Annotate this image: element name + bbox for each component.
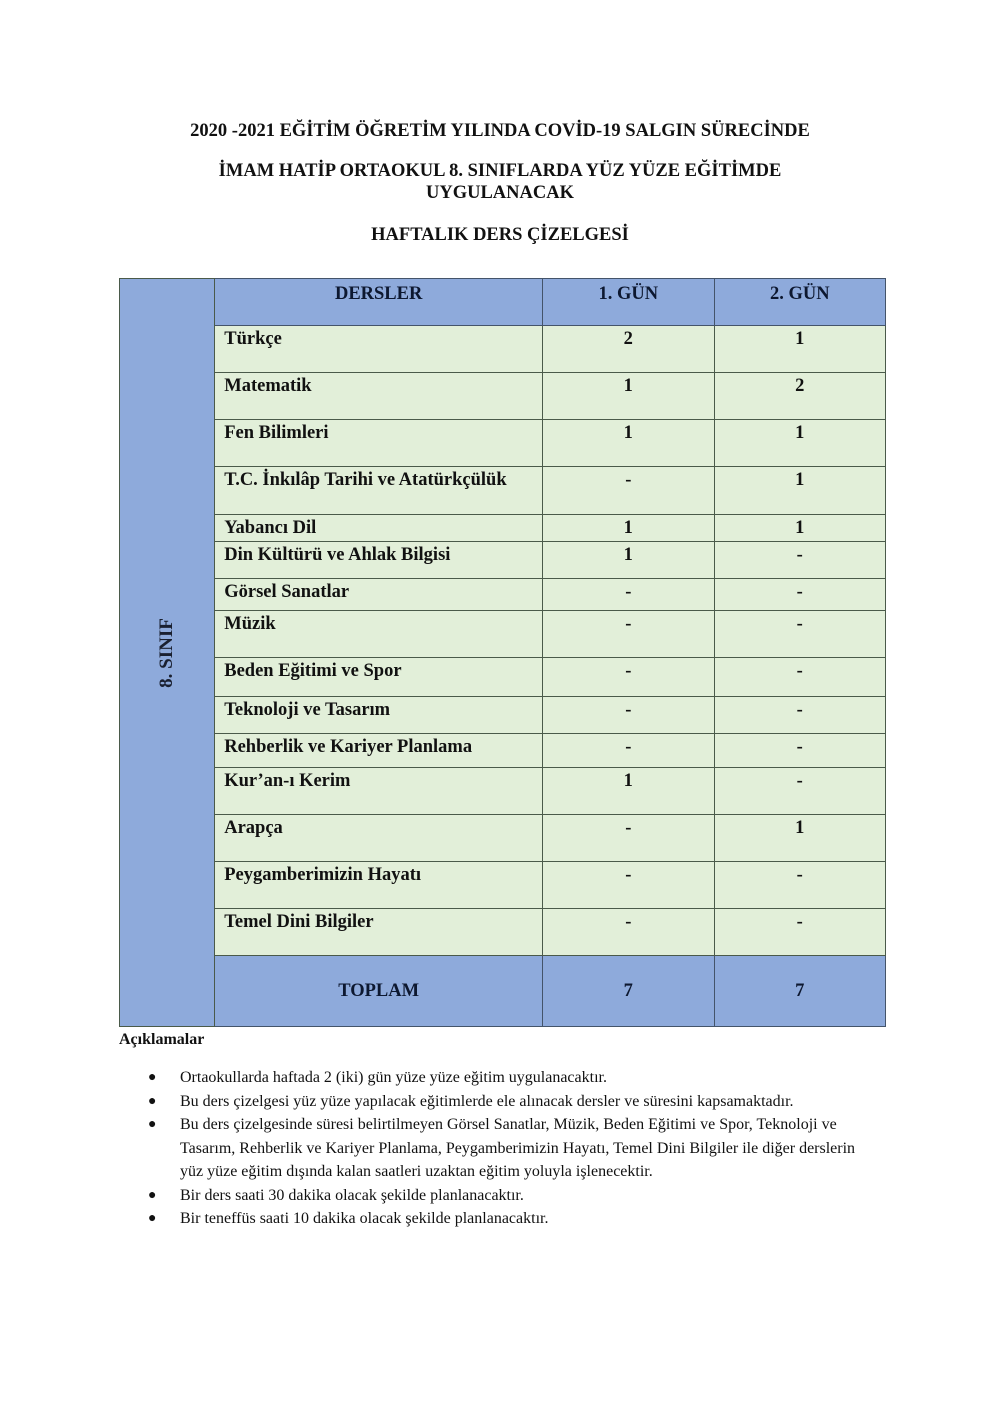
day-2-value: - [714, 542, 885, 579]
table-row [120, 579, 886, 611]
note-text: Bir ders saati 30 dakika olacak şekilde planlanacaktır. [180, 1186, 524, 1204]
day-2-value: - [714, 611, 885, 658]
bullet-icon: ● [148, 1093, 157, 1109]
table-row [120, 420, 886, 467]
day-2-value: 1 [714, 515, 885, 542]
notes-list [119, 1066, 879, 1231]
day-2-value: 1 [714, 326, 885, 373]
day-1-value: 1 [543, 768, 714, 815]
header-day-2: 2. GÜN [714, 279, 885, 326]
day-1-value: 1 [543, 373, 714, 420]
bullet-icon: ● [148, 1211, 157, 1226]
subject-cell: Müzik [215, 611, 543, 658]
day-2-value: - [714, 862, 885, 909]
table-row [120, 611, 886, 658]
subject-cell: Kur’an-ı Kerim [215, 768, 543, 815]
document-title-line-2a: İMAM HATİP ORTAOKUL 8. SINIFLARDA YÜZ YÜZE EĞİTİMDE [218, 161, 782, 181]
table-row [120, 326, 886, 373]
subject-cell: Görsel Sanatlar [215, 579, 543, 611]
day-1-value: - [543, 815, 714, 862]
subject-cell: Teknoloji ve Tasarım [215, 697, 543, 734]
day-2-value: - [714, 768, 885, 815]
total-day-1: 7 [543, 956, 714, 1027]
day-2-value: 1 [714, 467, 885, 515]
document-title-line-2 [0, 160, 1000, 204]
note-text: Bu ders çizelgesinde süresi belirtilmeyen Görsel Sanatlar, Müzik, Beden Eğitimi ve Spor, Teknoloji ve Tasarım, Rehberlik ve Kariyer Planlama, Peygamberimizin Hayatı, Temel Dini Bilgiler ile diğer derslerin yüz yüze eğitim dışında kalan saatleri uzaktan eğitim yoluyla işlenecektir. [180, 1116, 856, 1180]
subject-cell: Rehberlik ve Kariyer Planlama [215, 734, 543, 768]
bullet-icon: ● [148, 1117, 157, 1132]
day-1-value: - [543, 909, 714, 956]
subject-cell: Beden Eğitimi ve Spor [215, 658, 543, 697]
note-item [119, 1207, 879, 1231]
subject-cell: Arapça [215, 815, 543, 862]
day-2-value: - [714, 658, 885, 697]
weekly-schedule-table [119, 278, 886, 1027]
document-title-line-1: 2020 -2021 EĞİTİM ÖĞRETİM YILINDA COVİD-19 SALGIN SÜRECİNDE [190, 121, 810, 141]
header-day-1: 1. GÜN [543, 279, 714, 326]
day-2-value: 1 [714, 420, 885, 467]
note-item [119, 1113, 879, 1184]
day-1-value: - [543, 862, 714, 909]
grade-label: 8. SINIF [156, 617, 178, 688]
day-1-value: - [543, 467, 714, 515]
note-text: Ortaokullarda haftada 2 (iki) gün yüze yüze eğitim uygulanacaktır. [180, 1069, 607, 1086]
day-1-value: 1 [543, 542, 714, 579]
total-day-2: 7 [714, 956, 885, 1027]
header-subjects: DERSLER [215, 279, 543, 326]
subject-cell: Matematik [215, 373, 543, 420]
note-item [119, 1090, 879, 1114]
grade-side-cell [120, 279, 215, 1027]
bullet-icon: ● [148, 1187, 157, 1203]
document-title-line-2b: UYGULANACAK [426, 183, 574, 203]
subject-cell: T.C. İnkılâp Tarihi ve Atatürkçülük [215, 467, 543, 515]
table-row [120, 542, 886, 579]
schedule-title: HAFTALIK DERS ÇİZELGESİ [371, 225, 629, 245]
subject-cell: Temel Dini Bilgiler [215, 909, 543, 956]
note-item [119, 1066, 879, 1090]
subject-cell: Peygamberimizin Hayatı [215, 862, 543, 909]
subject-cell: Din Kültürü ve Ahlak Bilgisi [215, 542, 543, 579]
day-1-value: - [543, 734, 714, 768]
table-row [120, 768, 886, 815]
day-2-value: - [714, 579, 885, 611]
table-row [120, 467, 886, 515]
day-1-value: 1 [543, 420, 714, 467]
subject-cell: Fen Bilimleri [215, 420, 543, 467]
day-2-value: - [714, 697, 885, 734]
table-header-row [120, 279, 886, 326]
note-item [119, 1184, 879, 1208]
day-1-value: 2 [543, 326, 714, 373]
table-row [120, 734, 886, 768]
day-2-value: 2 [714, 373, 885, 420]
subject-cell: Türkçe [215, 326, 543, 373]
table-row [120, 909, 886, 956]
day-2-value: - [714, 734, 885, 768]
day-2-value: - [714, 909, 885, 956]
table-row [120, 815, 886, 862]
day-1-value: - [543, 579, 714, 611]
day-1-value: - [543, 697, 714, 734]
table-row [120, 373, 886, 420]
total-row [120, 956, 886, 1027]
day-1-value: 1 [543, 515, 714, 542]
day-1-value: - [543, 658, 714, 697]
table-row [120, 658, 886, 697]
day-1-value: - [543, 611, 714, 658]
table-row [120, 862, 886, 909]
table-row [120, 515, 886, 542]
bullet-icon: ● [148, 1070, 157, 1085]
subject-cell: Yabancı Dil [215, 515, 543, 542]
notes-title: Açıklamalar [119, 1031, 205, 1048]
note-text: Bu ders çizelgesi yüz yüze yapılacak eğitimlerde ele alınacak dersler ve süresini kapsamaktadır. [180, 1092, 794, 1110]
note-text: Bir teneffüs saati 10 dakika olacak şekilde planlanacaktır. [180, 1210, 549, 1227]
total-label: TOPLAM [215, 956, 543, 1027]
table-row [120, 697, 886, 734]
day-2-value: 1 [714, 815, 885, 862]
